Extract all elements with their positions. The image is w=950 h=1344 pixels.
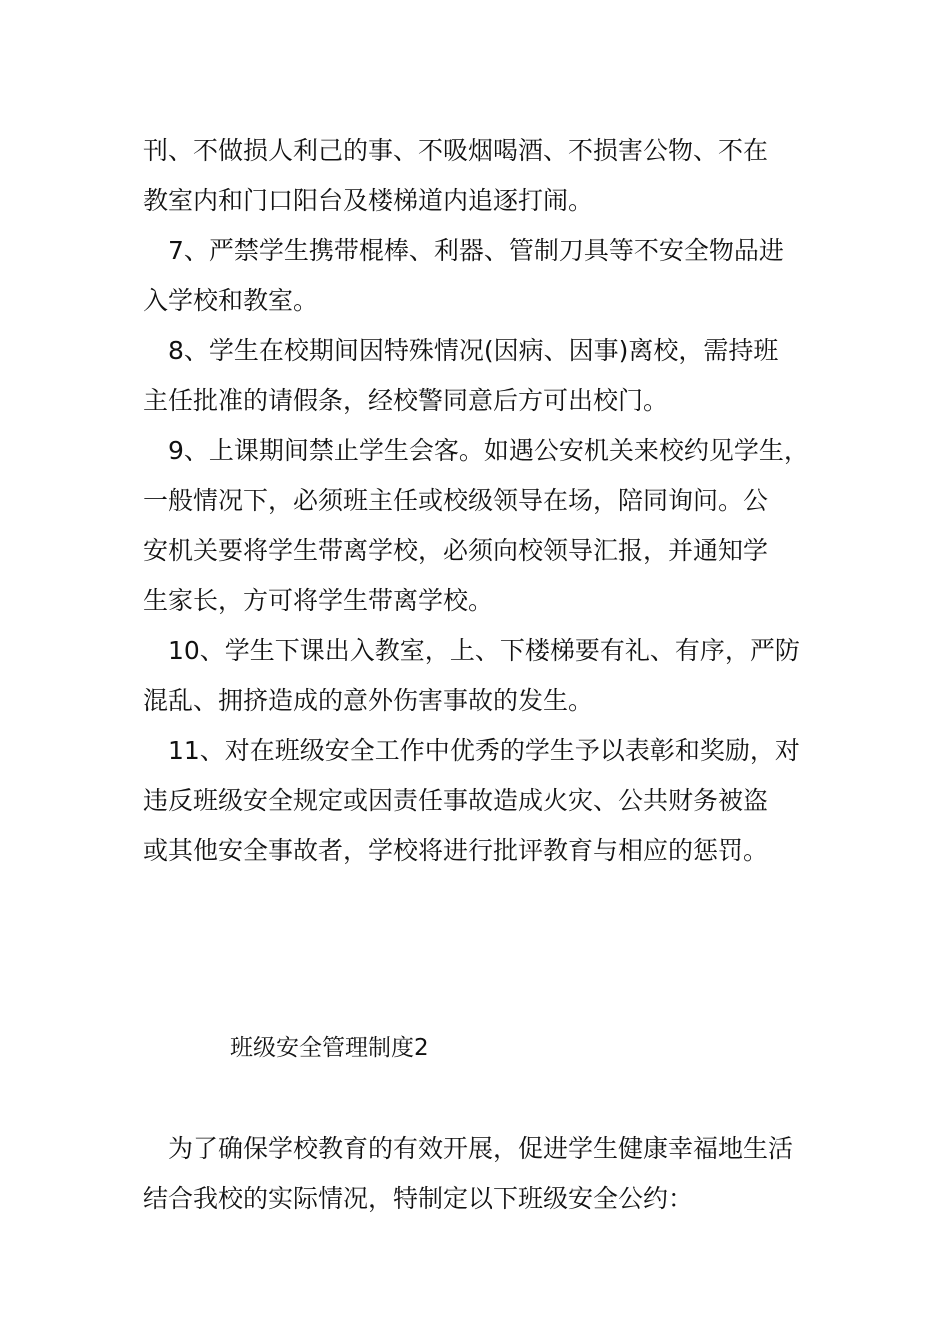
- paragraph-line: 安机关要将学生带离学校，必须向校领导汇报，并通知学: [143, 536, 769, 565]
- intro-line: 为了确保学校教育的有效开展，促进学生健康幸福地生活: [143, 1134, 794, 1163]
- paragraph-line: 7、严禁学生携带棍棒、利器、管制刀具等不安全物品进: [143, 236, 784, 265]
- paragraph-line: 教室内和门口阳台及楼梯道内追逐打闹。: [143, 186, 594, 215]
- paragraph-line: 混乱、拥挤造成的意外伤害事故的发生。: [143, 686, 594, 715]
- paragraph-line: 11、对在班级安全工作中优秀的学生予以表彰和奖励，对: [143, 736, 800, 765]
- paragraph-line: 违反班级安全规定或因责任事故造成火灾、公共财务被盗: [143, 786, 769, 815]
- paragraph-line: 或其他安全事故者，学校将进行批评教育与相应的惩罚。: [143, 836, 769, 865]
- paragraph-line: 主任批准的请假条，经校警同意后方可出校门。: [143, 386, 669, 415]
- paragraph-line: 9、上课期间禁止学生会客。如遇公安机关来校约见学生，: [143, 436, 809, 465]
- paragraph-line: 生家长，方可将学生带离学校。: [143, 586, 494, 615]
- paragraph-line: 10、学生下课出入教室，上、下楼梯要有礼、有序，严防: [143, 636, 800, 665]
- paragraph-line: 8、学生在校期间因特殊情况(因病、因事)离校，需持班: [143, 336, 779, 365]
- section-title: 班级安全管理制度2: [230, 1035, 429, 1061]
- intro-line: 结合我校的实际情况，特制定以下班级安全公约：: [143, 1184, 694, 1213]
- paragraph-line: 刊、不做损人利己的事、不吸烟喝酒、不损害公物、不在: [143, 136, 769, 165]
- paragraph-line: 入学校和教室。: [143, 286, 319, 315]
- paragraph-line: 一般情况下，必须班主任或校级领导在场，陪同询问。公: [143, 486, 769, 515]
